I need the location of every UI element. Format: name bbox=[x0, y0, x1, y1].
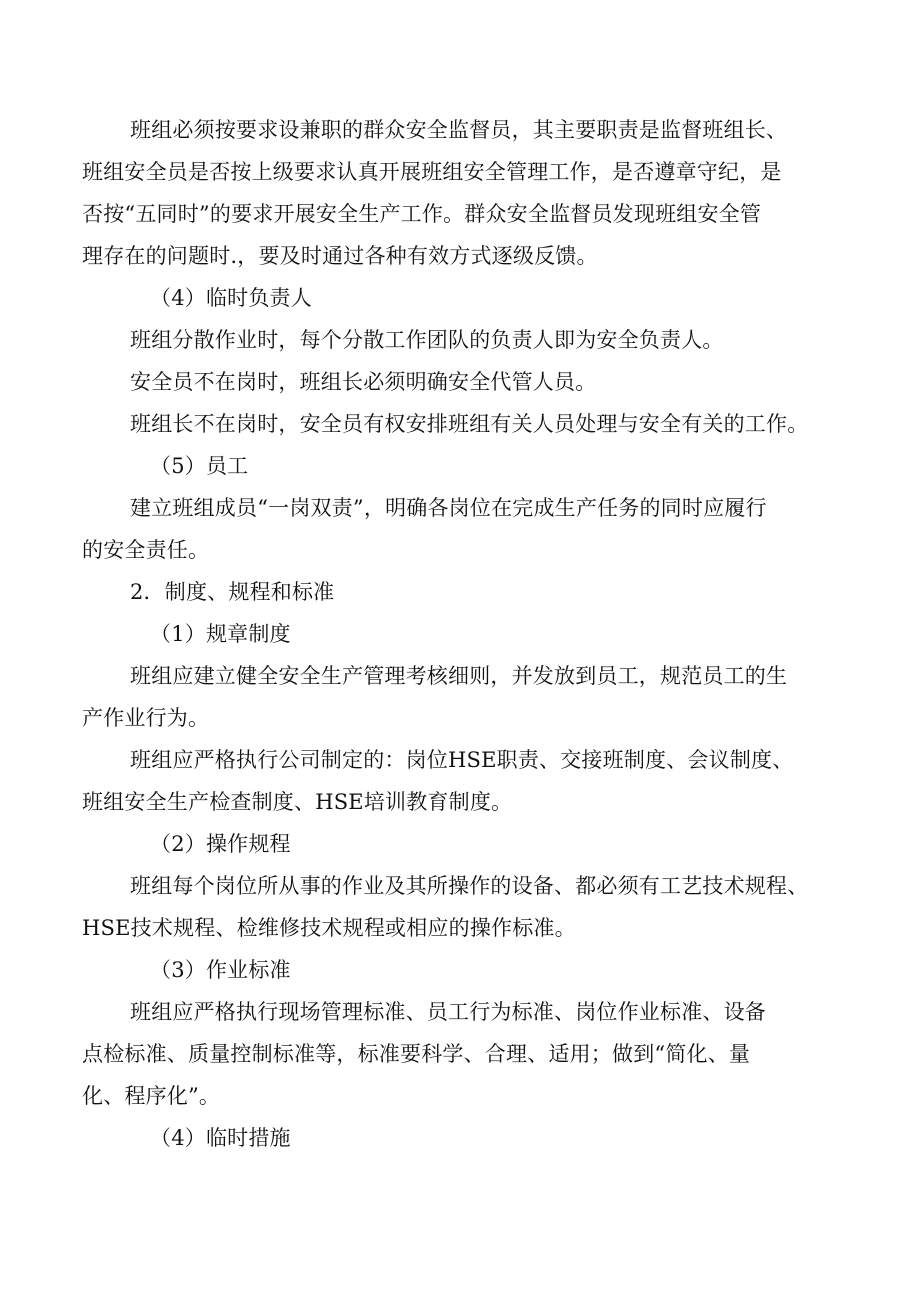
paragraph-line: 班组应严格执行公司制定的：岗位HSE职责、交接班制度、会议制度、 bbox=[130, 748, 794, 772]
section-heading: （4）临时负责人 bbox=[150, 286, 312, 310]
paragraph-line: 班组应建立健全安全生产管理考核细则，并发放到员工，规范员工的生 bbox=[130, 664, 788, 688]
section-heading: （2）操作规程 bbox=[150, 832, 291, 856]
paragraph-line: 点检标准、质量控制标准等，标准要科学、合理、适用；做到“简化、量 bbox=[82, 1042, 751, 1066]
section-heading: （1）规章制度 bbox=[150, 622, 291, 646]
paragraph-line: 班组长不在岗时，安全员有权安排班组有关人员处理与安全有关的工作。 bbox=[130, 412, 809, 436]
paragraph-line: 化、程序化”。 bbox=[82, 1084, 221, 1108]
paragraph-line: 班组安全生产检查制度、HSE培训教育制度。 bbox=[82, 790, 513, 814]
paragraph-line: 理存在的问题时.，要及时通过各种有效方式逐级反馈。 bbox=[82, 244, 598, 268]
section-heading: （4）临时措施 bbox=[150, 1126, 291, 1150]
section-heading: （5）员工 bbox=[150, 454, 249, 478]
paragraph-line: 班组应严格执行现场管理标准、员工行为标准、岗位作业标准、设备 bbox=[130, 1000, 766, 1024]
paragraph-line: 否按“五同时”的要求开展安全生产工作。群众安全监督员发现班组安全管 bbox=[82, 202, 762, 226]
paragraph-line: 的安全责任。 bbox=[82, 538, 210, 562]
paragraph-line: 安全员不在岗时，班组长必须明确安全代管人员。 bbox=[130, 370, 597, 394]
paragraph-line: 班组分散作业时，每个分散工作团队的负责人即为安全负责人。 bbox=[130, 328, 724, 352]
paragraph-line: 班组每个岗位所从事的作业及其所操作的设备、都必须有工艺技术规程、 bbox=[130, 874, 809, 898]
paragraph-line: 班组必须按要求设兼职的群众安全监督员，其主要职责是监督班组长、 bbox=[130, 118, 788, 142]
paragraph-line: HSE技术规程、检维修技术规程或相应的操作标准。 bbox=[82, 916, 576, 940]
section-heading: （3）作业标准 bbox=[150, 958, 291, 982]
paragraph-line: 班组安全员是否按上级要求认真开展班组安全管理工作，是否遵章守纪，是 bbox=[82, 160, 782, 184]
paragraph-line: 产作业行为。 bbox=[82, 706, 210, 730]
section-heading: 2．制度、规程和标准 bbox=[130, 580, 335, 604]
paragraph-line: 建立班组成员“一岗双责”，明确各岗位在完成生产任务的同时应履行 bbox=[130, 496, 767, 520]
